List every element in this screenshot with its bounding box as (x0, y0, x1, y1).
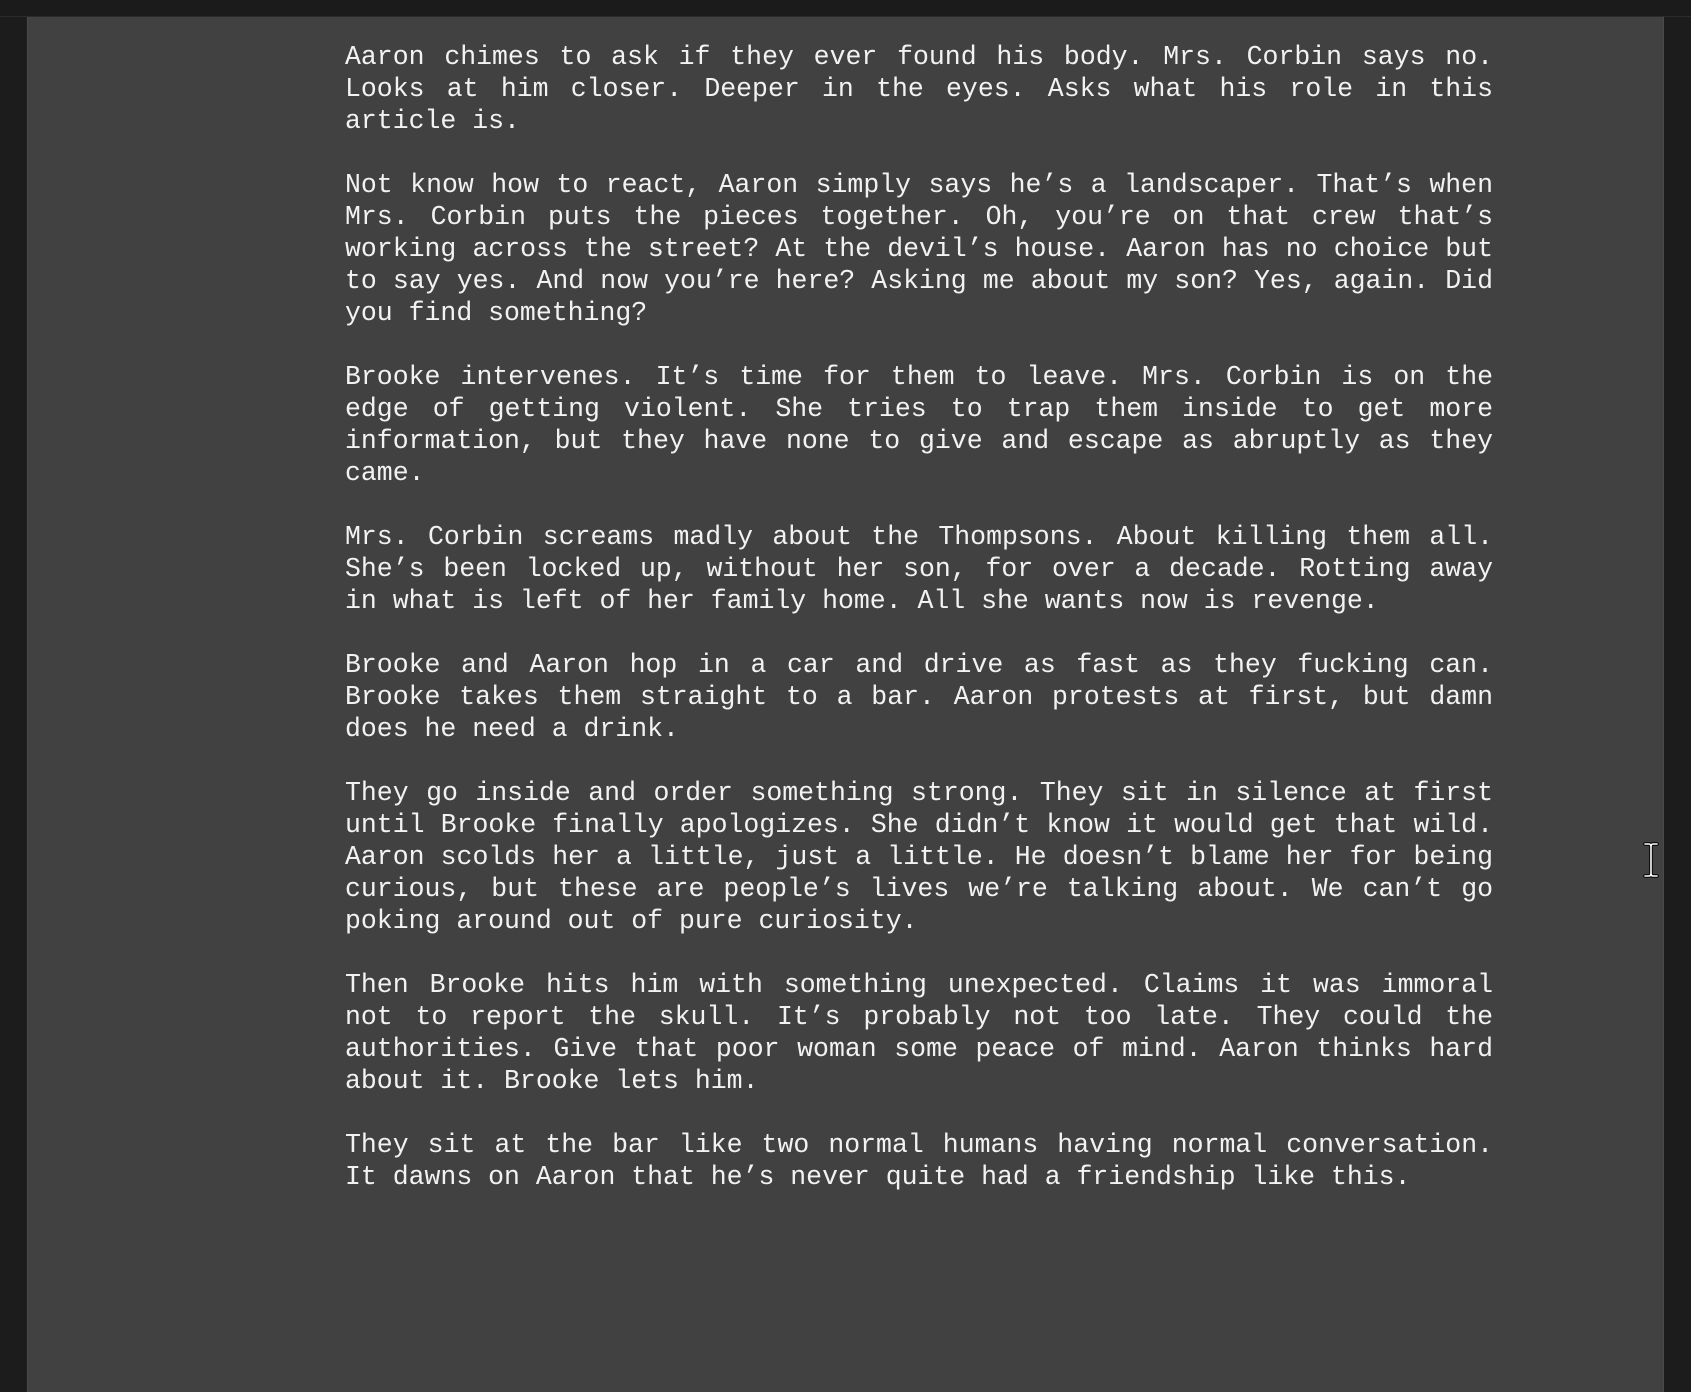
paragraph[interactable]: Brooke intervenes. It’s time for them to leave. Mrs. Corbin is on the edge of getting violent. She tries to trap them inside to get more information, but they have none to give and escape as abruptly as they came. (345, 362, 1493, 488)
paragraph[interactable]: Then Brooke hits him with something unexpected. Claims it was immoral not to report the skull. It’s probably not too late. They could the authorities. Give that poor woman some peace of mind. Aaron thinks hard about it. Brooke lets him. (345, 970, 1493, 1096)
paragraph[interactable]: Brooke and Aaron hop in a car and drive as fast as they fucking can. Brooke takes them straight to a bar. Aaron protests at first, but damn does he need a drink. (345, 650, 1493, 744)
text-cursor-icon (1643, 842, 1659, 878)
paragraph[interactable]: Aaron chimes to ask if they ever found his body. Mrs. Corbin says no. Looks at him closer. Deeper in the eyes. Asks what his role in this article is. (345, 42, 1493, 136)
paragraph[interactable]: Mrs. Corbin screams madly about the Thompsons. About killing them all. She’s been locked up, without her son, for over a decade. Rotting away in what is left of her family home. All she wants now is revenge. (345, 522, 1493, 616)
document-body[interactable] (345, 41, 1493, 1225)
document-page[interactable] (27, 17, 1664, 1392)
paragraph[interactable]: They sit at the bar like two normal humans having normal conversation. It dawns on Aaron that he’s never quite had a friendship like this. (345, 1130, 1493, 1192)
paragraph[interactable]: They go inside and order something strong. They sit in silence at first until Brooke finally apologizes. She didn’t know it would get that wild. Aaron scolds her a little, just a little. He doesn’t blame her for being curious, but these are people’s lives we’re talking about. We can’t go poking around out of pure curiosity. (345, 778, 1493, 936)
right-gutter (1663, 17, 1691, 1392)
paragraph[interactable]: Not know how to react, Aaron simply says he’s a landscaper. That’s when Mrs. Corbin puts the pieces together. Oh, you’re on that crew that’s working across the street? At the devil’s house. Aaron has no choice but to say yes. And now you’re here? Asking me about my son? Yes, again. Did you find something? (345, 170, 1493, 328)
window-top-bar (0, 0, 1691, 17)
left-gutter (0, 17, 26, 1392)
